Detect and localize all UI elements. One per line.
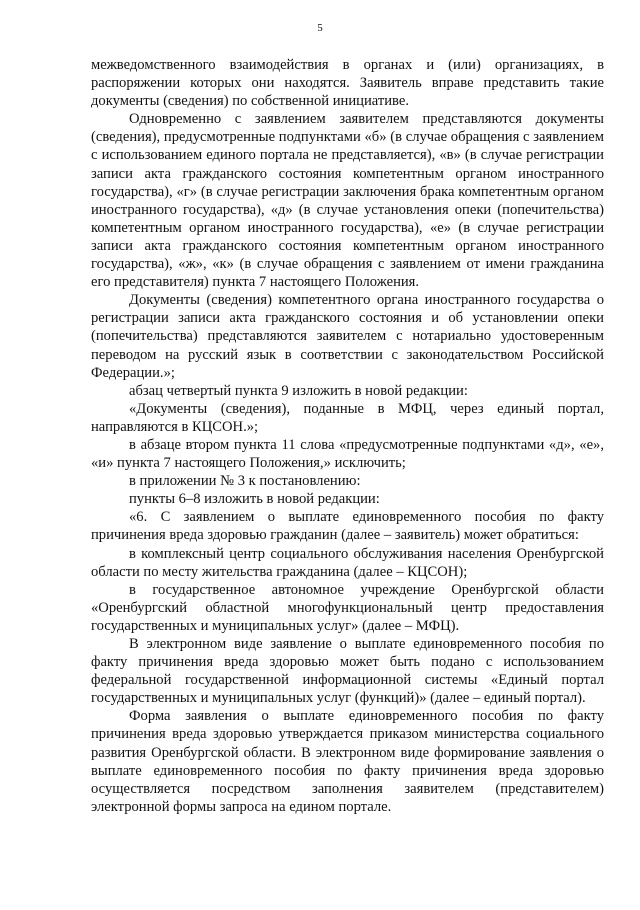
paragraph: «Документы (сведения), поданные в МФЦ, через единый портал, направляются в КЦСОН.»; [91, 400, 604, 435]
paragraph-continuation: межведомственного взаимодействия в органах и (или) организациях, в распоряжении которых они находятся. Заявитель вправе представить такие документы (сведения) по собственной инициативе. [91, 57, 604, 110]
paragraph: абзац четвертый пункта 9 изложить в новой редакции: [129, 382, 468, 399]
paragraph: В электронном виде заявление о выплате единовременного пособия по факту причинения вреда здоровью может быть подано с использованием федеральной государственной информационной системы «Единый портал государственных и муниципальных услуг (функций)» (далее – единый портал). [91, 636, 604, 707]
paragraph: Документы (сведения) компетентного органа иностранного государства о регистрации записи акта гражданского состояния и об установлении опеки (попечительства) представляются заявителем с нотариально удостоверенным переводом на русский язык в соответствии с законодательством Российской Федерации.»; [91, 292, 604, 381]
paragraph: Одновременно с заявлением заявителем представляются документы (сведения), предусмотренные подпунктами «б» (в случае обращения с заявлением с использованием единого портала не представляется), «в» (в случае регистрации записи акта гражданского состояния компетентным органом иностранного государства), «г» (в случае регистрации заключения брака компетентным органом иностранного государства), «д» (в случае установления опеки (попечительства) компетентным органом иностранного государства), «е» (в случае регистрации записи акта гражданского состояния компетентным органом иностранного государства), «ж», «к» (в случае обращения с заявлением от имени гражданина его представителя) пункта 7 настоящего Положения. [91, 111, 604, 291]
paragraph: пункты 6–8 изложить в новой редакции: [129, 491, 380, 508]
document-body [91, 56, 604, 816]
paragraph: в комплексный центр социального обслуживания населения Оренбургской области по месту жительства гражданина (далее – КЦСОН); [91, 545, 604, 580]
paragraph: «6. С заявлением о выплате единовременного пособия по факту причинения вреда здоровью гражданин (далее – заявитель) может обратиться: [91, 509, 604, 544]
paragraph: в приложении № 3 к постановлению: [129, 473, 361, 490]
paragraph: Форма заявления о выплате единовременного пособия по факту причинения вреда здоровью утверждается приказом министерства социального развития Оренбургской области. В электронном виде формирование заявления о выплате единовременного пособия по факту причинения вреда здоровью осуществляется посредством заполнения заявителем (представителем) электронной формы запроса на едином портале. [91, 708, 604, 815]
paragraph: в государственное автономное учреждение Оренбургской области «Оренбургский областной многофункциональный центр предоставления государственных и муниципальных услуг» (далее – МФЦ). [91, 581, 604, 634]
page-number: 5 [317, 22, 323, 34]
paragraph: в абзаце втором пункта 11 слова «предусмотренные подпунктами «д», «е», «и» пункта 7 настоящего Положения,» исключить; [91, 436, 604, 472]
